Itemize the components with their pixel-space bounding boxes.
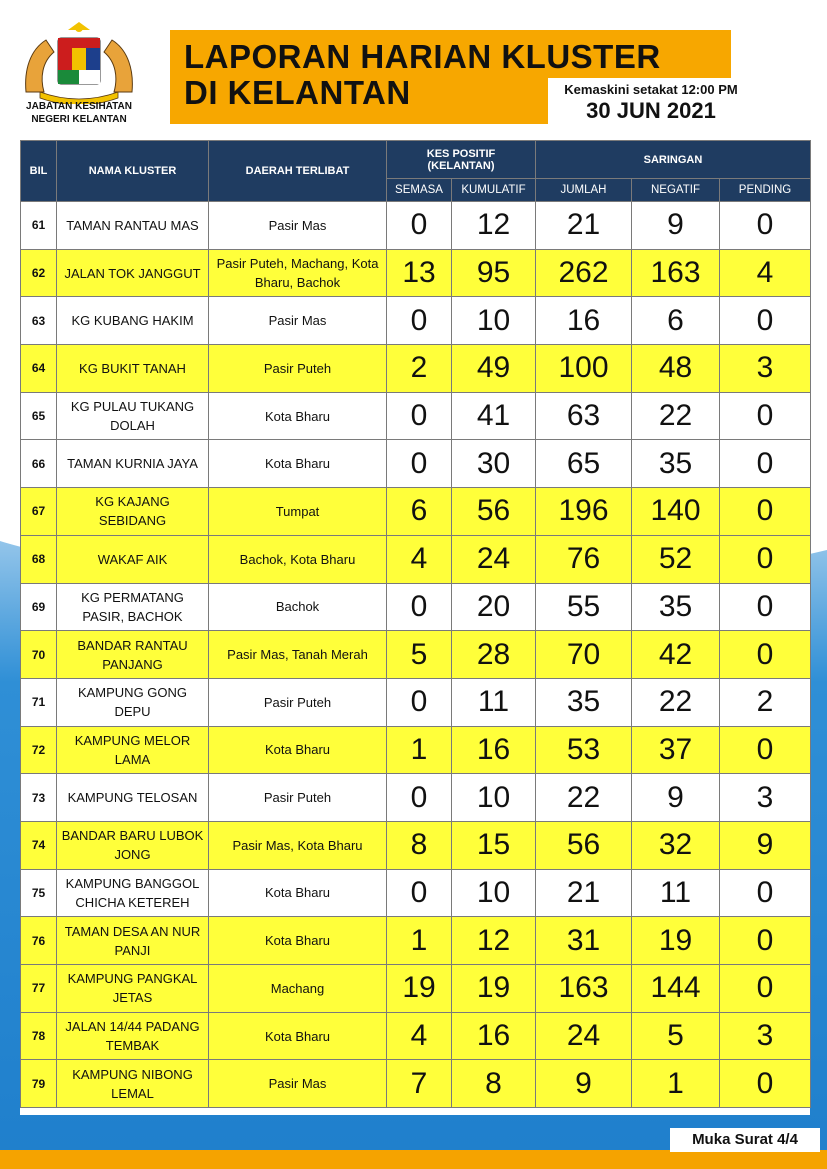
cell-nama-kluster: KAMPUNG GONG DEPU bbox=[57, 678, 209, 726]
cell-bil: 75 bbox=[21, 869, 57, 917]
cell-daerah-terlibat: Kota Bharu bbox=[209, 1012, 387, 1060]
cell-daerah-terlibat: Pasir Puteh, Machang, Kota Bharu, Bachok bbox=[209, 249, 387, 297]
cluster-table bbox=[20, 140, 811, 1108]
cell-nama-kluster: TAMAN DESA AN NUR PANJI bbox=[57, 917, 209, 965]
cell-nama-kluster: JALAN TOK JANGGUT bbox=[57, 249, 209, 297]
cell-jumlah: 53 bbox=[536, 726, 632, 774]
department-line1: JABATAN KESIHATAN bbox=[26, 101, 132, 112]
cell-jumlah: 22 bbox=[536, 774, 632, 822]
table-row bbox=[21, 392, 811, 440]
report-title-line2: DI KELANTAN bbox=[184, 74, 411, 111]
cell-bil: 70 bbox=[21, 631, 57, 679]
cell-jumlah: 9 bbox=[536, 1060, 632, 1108]
cell-nama-kluster: KG PULAU TUKANG DOLAH bbox=[57, 392, 209, 440]
cell-kumulatif: 8 bbox=[452, 1060, 536, 1108]
cell-nama-kluster: WAKAF AIK bbox=[57, 535, 209, 583]
cell-kumulatif: 24 bbox=[452, 535, 536, 583]
cell-negatif: 48 bbox=[632, 345, 720, 393]
header-semasa: SEMASA bbox=[387, 179, 452, 202]
cell-semasa: 13 bbox=[387, 249, 452, 297]
cell-negatif: 9 bbox=[632, 202, 720, 250]
cell-kumulatif: 20 bbox=[452, 583, 536, 631]
cell-semasa: 1 bbox=[387, 726, 452, 774]
cell-daerah-terlibat: Kota Bharu bbox=[209, 869, 387, 917]
cell-jumlah: 35 bbox=[536, 678, 632, 726]
cell-kumulatif: 16 bbox=[452, 726, 536, 774]
cell-semasa: 0 bbox=[387, 440, 452, 488]
table-row bbox=[21, 535, 811, 583]
cell-negatif: 52 bbox=[632, 535, 720, 583]
cell-jumlah: 70 bbox=[536, 631, 632, 679]
cell-jumlah: 262 bbox=[536, 249, 632, 297]
cell-pending: 0 bbox=[720, 917, 811, 965]
table-row bbox=[21, 917, 811, 965]
table-row bbox=[21, 821, 811, 869]
cell-semasa: 6 bbox=[387, 488, 452, 536]
cell-nama-kluster: KAMPUNG TELOSAN bbox=[57, 774, 209, 822]
cell-kumulatif: 30 bbox=[452, 440, 536, 488]
table-row bbox=[21, 631, 811, 679]
table-row bbox=[21, 726, 811, 774]
cell-nama-kluster: KAMPUNG NIBONG LEMAL bbox=[57, 1060, 209, 1108]
cell-pending: 2 bbox=[720, 678, 811, 726]
table-row bbox=[21, 1012, 811, 1060]
cell-negatif: 1 bbox=[632, 1060, 720, 1108]
cell-bil: 65 bbox=[21, 392, 57, 440]
cell-jumlah: 24 bbox=[536, 1012, 632, 1060]
header-kes-positif bbox=[387, 141, 536, 179]
cell-jumlah: 65 bbox=[536, 440, 632, 488]
cell-semasa: 0 bbox=[387, 583, 452, 631]
coat-of-arms-icon bbox=[20, 22, 138, 104]
report-title-line1: LAPORAN HARIAN KLUSTER bbox=[184, 38, 661, 75]
cell-pending: 0 bbox=[720, 965, 811, 1013]
cell-daerah-terlibat: Pasir Puteh bbox=[209, 678, 387, 726]
cell-jumlah: 63 bbox=[536, 392, 632, 440]
cell-daerah-terlibat: Pasir Puteh bbox=[209, 774, 387, 822]
cell-kumulatif: 10 bbox=[452, 869, 536, 917]
cell-pending: 0 bbox=[720, 488, 811, 536]
cell-nama-kluster: KG BUKIT TANAH bbox=[57, 345, 209, 393]
cell-negatif: 19 bbox=[632, 917, 720, 965]
cell-pending: 3 bbox=[720, 774, 811, 822]
cell-pending: 0 bbox=[720, 869, 811, 917]
header-bil: BIL bbox=[21, 141, 57, 202]
cell-negatif: 22 bbox=[632, 392, 720, 440]
cell-nama-kluster: KG KAJANG SEBIDANG bbox=[57, 488, 209, 536]
cell-negatif: 42 bbox=[632, 631, 720, 679]
cell-pending: 0 bbox=[720, 440, 811, 488]
cell-daerah-terlibat: Pasir Mas bbox=[209, 202, 387, 250]
cell-daerah-terlibat: Machang bbox=[209, 965, 387, 1013]
cell-kumulatif: 12 bbox=[452, 917, 536, 965]
cell-negatif: 22 bbox=[632, 678, 720, 726]
cell-daerah-terlibat: Kota Bharu bbox=[209, 917, 387, 965]
table-row bbox=[21, 297, 811, 345]
header-daerah-terlibat: DAERAH TERLIBAT bbox=[209, 141, 387, 202]
header-kes-positif-label: KES POSITIF bbox=[426, 147, 496, 160]
cell-semasa: 0 bbox=[387, 774, 452, 822]
cell-daerah-terlibat: Bachok bbox=[209, 583, 387, 631]
cell-daerah-terlibat: Pasir Mas, Tanah Merah bbox=[209, 631, 387, 679]
cell-bil: 76 bbox=[21, 917, 57, 965]
cell-semasa: 19 bbox=[387, 965, 452, 1013]
table-row bbox=[21, 965, 811, 1013]
table-row bbox=[21, 345, 811, 393]
cell-jumlah: 16 bbox=[536, 297, 632, 345]
table-row bbox=[21, 440, 811, 488]
table-row bbox=[21, 202, 811, 250]
cell-kumulatif: 10 bbox=[452, 297, 536, 345]
cell-daerah-terlibat: Pasir Mas, Kota Bharu bbox=[209, 821, 387, 869]
table-row bbox=[21, 869, 811, 917]
cell-daerah-terlibat: Bachok, Kota Bharu bbox=[209, 535, 387, 583]
cell-bil: 64 bbox=[21, 345, 57, 393]
cell-pending: 3 bbox=[720, 1012, 811, 1060]
table-row bbox=[21, 488, 811, 536]
header-jumlah: JUMLAH bbox=[536, 179, 632, 202]
cell-semasa: 8 bbox=[387, 821, 452, 869]
bottom-strip bbox=[0, 1150, 827, 1169]
cell-pending: 0 bbox=[720, 1060, 811, 1108]
cell-jumlah: 196 bbox=[536, 488, 632, 536]
cell-bil: 72 bbox=[21, 726, 57, 774]
cell-daerah-terlibat: Kota Bharu bbox=[209, 726, 387, 774]
cell-nama-kluster: BANDAR RANTAU PANJANG bbox=[57, 631, 209, 679]
cell-daerah-terlibat: Pasir Mas bbox=[209, 1060, 387, 1108]
header-saringan: SARINGAN bbox=[536, 141, 811, 179]
cell-negatif: 9 bbox=[632, 774, 720, 822]
cell-nama-kluster: TAMAN RANTAU MAS bbox=[57, 202, 209, 250]
table-row bbox=[21, 774, 811, 822]
cell-daerah-terlibat: Kota Bharu bbox=[209, 440, 387, 488]
cell-pending: 0 bbox=[720, 202, 811, 250]
cell-daerah-terlibat: Pasir Mas bbox=[209, 297, 387, 345]
cell-kumulatif: 56 bbox=[452, 488, 536, 536]
cell-daerah-terlibat: Kota Bharu bbox=[209, 392, 387, 440]
cell-pending: 0 bbox=[720, 535, 811, 583]
header-nama-kluster: NAMA KLUSTER bbox=[57, 141, 209, 202]
cell-bil: 68 bbox=[21, 535, 57, 583]
cell-bil: 63 bbox=[21, 297, 57, 345]
cell-nama-kluster: KG PERMATANG PASIR, BACHOK bbox=[57, 583, 209, 631]
update-label: Kemaskini setakat 12:00 PM bbox=[564, 82, 738, 97]
cell-nama-kluster: BANDAR BARU LUBOK JONG bbox=[57, 821, 209, 869]
cell-nama-kluster: KAMPUNG PANGKAL JETAS bbox=[57, 965, 209, 1013]
cell-bil: 78 bbox=[21, 1012, 57, 1060]
header-kes-positif-sub: (KELANTAN) bbox=[427, 159, 495, 172]
cell-bil: 67 bbox=[21, 488, 57, 536]
cell-jumlah: 56 bbox=[536, 821, 632, 869]
cell-pending: 3 bbox=[720, 345, 811, 393]
cell-semasa: 0 bbox=[387, 297, 452, 345]
cell-nama-kluster: JALAN 14/44 PADANG TEMBAK bbox=[57, 1012, 209, 1060]
cell-pending: 0 bbox=[720, 631, 811, 679]
cell-daerah-terlibat: Tumpat bbox=[209, 488, 387, 536]
cell-bil: 73 bbox=[21, 774, 57, 822]
cell-kumulatif: 19 bbox=[452, 965, 536, 1013]
update-date: 30 JUN 2021 bbox=[586, 98, 716, 123]
cell-pending: 0 bbox=[720, 726, 811, 774]
cell-negatif: 37 bbox=[632, 726, 720, 774]
cell-negatif: 32 bbox=[632, 821, 720, 869]
cell-bil: 62 bbox=[21, 249, 57, 297]
cell-negatif: 144 bbox=[632, 965, 720, 1013]
cell-bil: 69 bbox=[21, 583, 57, 631]
cell-semasa: 0 bbox=[387, 869, 452, 917]
cell-kumulatif: 28 bbox=[452, 631, 536, 679]
header-pending: PENDING bbox=[720, 179, 811, 202]
cell-pending: 0 bbox=[720, 583, 811, 631]
department-line2: NEGERI KELANTAN bbox=[31, 114, 127, 125]
cell-negatif: 35 bbox=[632, 440, 720, 488]
cell-pending: 0 bbox=[720, 297, 811, 345]
cell-jumlah: 76 bbox=[536, 535, 632, 583]
cell-bil: 79 bbox=[21, 1060, 57, 1108]
cell-kumulatif: 95 bbox=[452, 249, 536, 297]
cell-kumulatif: 41 bbox=[452, 392, 536, 440]
cell-kumulatif: 10 bbox=[452, 774, 536, 822]
cell-jumlah: 31 bbox=[536, 917, 632, 965]
cell-kumulatif: 49 bbox=[452, 345, 536, 393]
cell-semasa: 4 bbox=[387, 1012, 452, 1060]
cell-semasa: 7 bbox=[387, 1060, 452, 1108]
cell-kumulatif: 15 bbox=[452, 821, 536, 869]
cell-kumulatif: 16 bbox=[452, 1012, 536, 1060]
cell-pending: 9 bbox=[720, 821, 811, 869]
header-negatif: NEGATIF bbox=[632, 179, 720, 202]
page-number: Muka Surat 4/4 bbox=[670, 1128, 820, 1152]
cell-kumulatif: 12 bbox=[452, 202, 536, 250]
cell-jumlah: 100 bbox=[536, 345, 632, 393]
cluster-table-body bbox=[21, 202, 811, 1108]
cell-negatif: 6 bbox=[632, 297, 720, 345]
cell-semasa: 5 bbox=[387, 631, 452, 679]
cell-nama-kluster: KAMPUNG BANGGOL CHICHA KETEREH bbox=[57, 869, 209, 917]
cell-bil: 66 bbox=[21, 440, 57, 488]
cell-jumlah: 163 bbox=[536, 965, 632, 1013]
cluster-table-panel bbox=[20, 140, 810, 1115]
cell-bil: 71 bbox=[21, 678, 57, 726]
table-row bbox=[21, 249, 811, 297]
cell-negatif: 5 bbox=[632, 1012, 720, 1060]
cell-nama-kluster: TAMAN KURNIA JAYA bbox=[57, 440, 209, 488]
cell-kumulatif: 11 bbox=[452, 678, 536, 726]
cell-bil: 61 bbox=[21, 202, 57, 250]
cell-bil: 77 bbox=[21, 965, 57, 1013]
cell-negatif: 140 bbox=[632, 488, 720, 536]
cell-nama-kluster: KAMPUNG MELOR LAMA bbox=[57, 726, 209, 774]
cell-semasa: 0 bbox=[387, 678, 452, 726]
cell-pending: 4 bbox=[720, 249, 811, 297]
cell-semasa: 2 bbox=[387, 345, 452, 393]
cell-negatif: 11 bbox=[632, 869, 720, 917]
cell-negatif: 163 bbox=[632, 249, 720, 297]
cell-semasa: 0 bbox=[387, 392, 452, 440]
update-info-box bbox=[548, 78, 754, 126]
header-kumulatif: KUMULATIF bbox=[452, 179, 536, 202]
table-row bbox=[21, 1060, 811, 1108]
cell-daerah-terlibat: Pasir Puteh bbox=[209, 345, 387, 393]
department-name bbox=[10, 100, 148, 126]
table-row bbox=[21, 583, 811, 631]
cell-jumlah: 21 bbox=[536, 869, 632, 917]
cell-semasa: 1 bbox=[387, 917, 452, 965]
cell-pending: 0 bbox=[720, 392, 811, 440]
table-row bbox=[21, 678, 811, 726]
cell-nama-kluster: KG KUBANG HAKIM bbox=[57, 297, 209, 345]
cell-jumlah: 55 bbox=[536, 583, 632, 631]
cell-semasa: 0 bbox=[387, 202, 452, 250]
cell-jumlah: 21 bbox=[536, 202, 632, 250]
cell-negatif: 35 bbox=[632, 583, 720, 631]
cell-bil: 74 bbox=[21, 821, 57, 869]
cell-semasa: 4 bbox=[387, 535, 452, 583]
